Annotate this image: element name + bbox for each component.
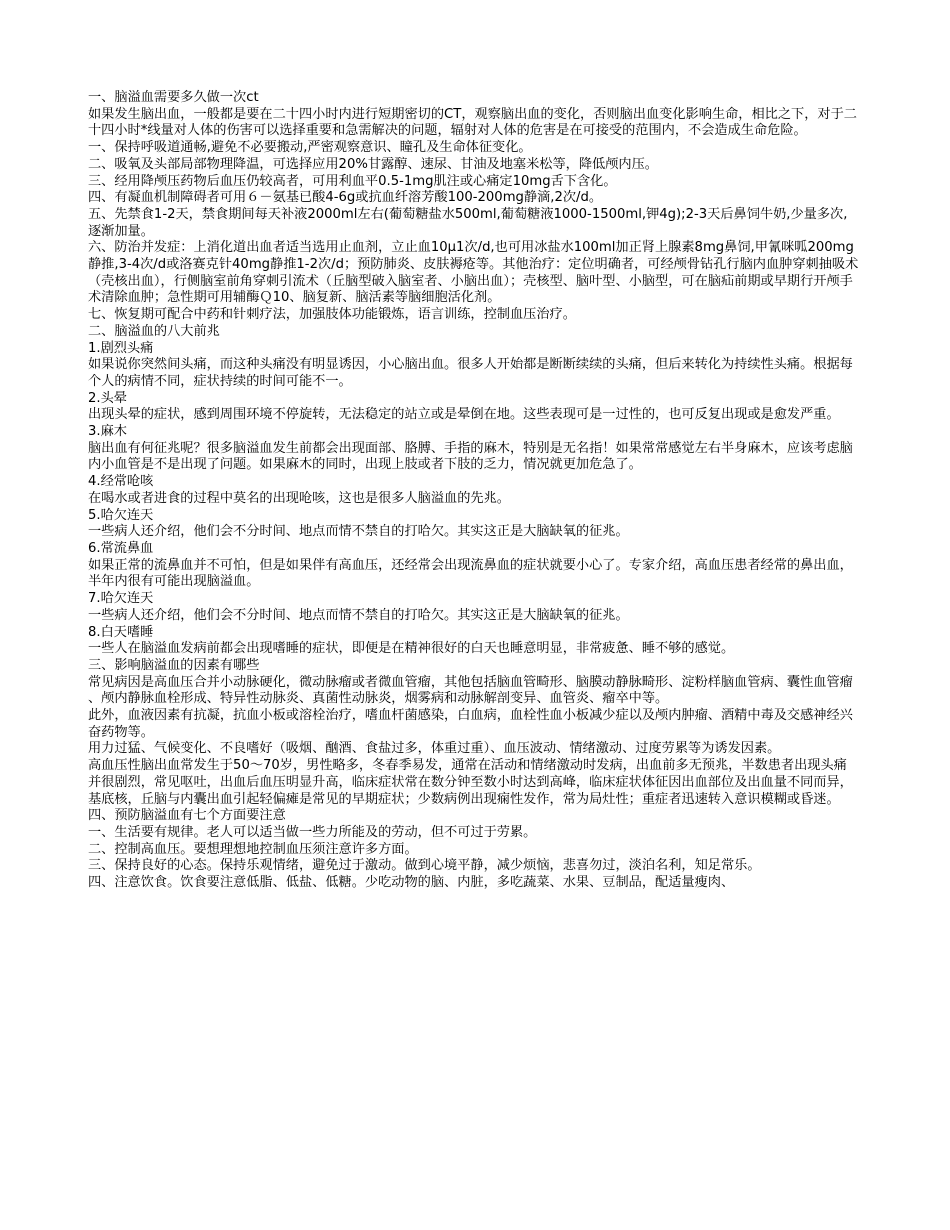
paragraph: 七、恢复期可配合中药和针刺疗法，加强肢体功能锻炼，语言训练，控制血压治疗。: [88, 307, 576, 323]
section-heading: 一、脑溢血需要多久做一次ct: [88, 90, 259, 105]
paragraph: 如果说你突然间头痛，而这种头痛没有明显诱因，小心脑出血。很多人开始都是断断续续的头痛，但后来转化为持续性头痛。根据每个人的病情不同，症状持续的时间可能不一。: [88, 357, 853, 389]
paragraph: 脑出血有何征兆呢？很多脑溢血发生前都会出现面部、胳膊、手指的麻木，特别是无名指！如果常常感觉左右半身麻木，应该考虑脑内小血管是不是出现了问题。如果麻木的同时，出现上肢或者下肢的乏力，情况就更加危急了。: [88, 440, 853, 473]
paragraph: 五、先禁食1-2天，禁食期间每天补液2000ml左右(葡萄糖盐水500ml,葡萄糖液1000-1500ml,钾4g);2-3天后鼻饲牛奶,少量多次,逐渐加量。: [88, 206, 848, 239]
paragraph: 二、吸氧及头部局部物理降温，可选择应用20%甘露醇、速尿、甘油及地塞米松等，降低颅内压。: [88, 156, 658, 172]
paragraph: 一、生活要有规律。老人可以适当做一些力所能及的劳动，但不可过于劳累。: [88, 824, 537, 840]
paragraph: 在喝水或者进食的过程中莫名的出现呛咳，这也是很多人脑溢血的先兆。: [88, 490, 510, 506]
paragraph: 出现头晕的症状，感到周围环境不停旋转，无法稳定的站立或是晕倒在地。这些表现可是一过性的，也可反复出现或是愈发严重。: [88, 407, 840, 423]
section-heading: 三、影响脑溢血的因素有哪些: [88, 657, 260, 673]
paragraph: 高血压性脑出血常发生于50～70岁，男性略多，冬春季易发，通常在活动和情绪激动时发病，出血前多无预兆，半数患者出现头痛并很剧烈，常见呕吐，出血后血压明显升高，临床症状常在数分钟至数小时达到高峰，临床症状体征因出血部位及出血量不同而异，基底核，丘脑与内囊出血引起轻偏瘫是常见的早期症状；少数病例出现痫性发作，常为局灶性；重症者迅速转入意识模糊或昏迷。: [88, 758, 853, 807]
subheading: 5.哈欠连天: [88, 507, 154, 523]
subheading: 3.麻木: [88, 424, 127, 440]
paragraph: 一些病人还介绍，他们会不分时间、地点而情不禁自的打哈欠。其实这正是大脑缺氧的征兆。: [88, 524, 629, 540]
paragraph: 三、经用降颅压药物后血压仍较高者，可用利血平0.5-1mg肌注或心痛定10mg舌下含化。: [88, 173, 617, 189]
paragraph: 用力过猛、气候变化、不良嗜好（吸烟、酗酒、食盐过多，体重过重）、血压波动、情绪激动、过度劳累等为诱发因素。: [88, 741, 781, 757]
paragraph: 三、保持良好的心态。保持乐观情绪，避免过于激动。做到心境平静，减少烦恼，悲喜勿过，淡泊名利，知足常乐。: [88, 858, 761, 874]
paragraph: 四、有凝血机制障碍者可用６－氨基已酸4-6g或抗血纤溶芳酸100-200mg静滴,2次/d。: [88, 190, 603, 206]
subheading: 4.经常呛咳: [88, 474, 154, 490]
paragraph: 如果发生脑出血，一般都是要在二十四小时内进行短期密切的CT，观察脑出血的变化，否则脑出血变化影响生命，相比之下，对于二十四小时*线量对人体的伤害可以选择重要和急需解决的问题，辐射对人体的危害是在可接受的范围内，不会造成生命危险。: [88, 106, 857, 139]
paragraph: 一、保持呼吸道通畅,避免不必要搬动,严密观察意识、瞳孔及生命体征变化。: [88, 140, 532, 156]
paragraph: 二、控制高血压。要想理想地控制血压须注意许多方面。: [88, 841, 418, 857]
subheading: 2.头晕: [88, 390, 127, 406]
document-body: [88, 90, 860, 892]
paragraph: 四、注意饮食。饮食要注意低脂、低盐、低糖。少吃动物的脑、内脏，多吃蔬菜、水果、豆制品，配适量瘦肉、: [88, 875, 735, 891]
subheading: 8.白天嗜睡: [88, 624, 154, 640]
paragraph: 一些人在脑溢血发病前都会出现嗜睡的症状，即便是在精神很好的白天也睡意明显，非常疲惫、睡不够的感觉。: [88, 641, 735, 657]
paragraph: 如果正常的流鼻血并不可怕，但是如果伴有高血压，还经常会出现流鼻血的症状就要小心了。专家介绍，高血压患者经常的鼻出血，半年内很有可能出现脑溢血。: [88, 557, 853, 590]
section-heading: 四、预防脑溢血有七个方面要注意: [88, 808, 286, 824]
subheading: 6.常流鼻血: [88, 540, 154, 556]
section-heading: 二、脑溢血的八大前兆: [88, 323, 220, 339]
paragraph: 六、防治并发症：上消化道出血者适当选用止血剂，立止血10μ1次/d,也可用冰盐水100ml加正肾上腺素8mg鼻饲,甲氰咪呱200mg静推,3-4次/d或洛赛克针40mg静推1-2次/d；预防肺炎、皮肤褥疮等。其他治疗：定位明确者，可经颅骨钻孔行脑内血肿穿刺抽吸术（壳核出血），行侧脑室前角穿刺引流术（丘脑型破入脑室者、小脑出血）；壳核型、脑叶型、小脑型，可在脑疝前期或早期行开颅手术清除血肿；急性期可用辅酶Ｑ10、脑复新、脑活素等脑细胞活化剂。: [88, 240, 859, 306]
paragraph: 此外，血液因素有抗凝，抗血小板或溶栓治疗，嗜血杆菌感染，白血病，血栓性血小板减少症以及颅内肿瘤、酒精中毒及交感神经兴奋药物等。: [88, 708, 853, 740]
paragraph: 一些病人还介绍，他们会不分时间、地点而情不禁自的打哈欠。其实这正是大脑缺氧的征兆。: [88, 607, 629, 623]
subheading: 1.剧烈头痛: [88, 340, 154, 356]
subheading: 7.哈欠连天: [88, 591, 154, 607]
paragraph: 常见病因是高血压合并小动脉硬化，微动脉瘤或者微血管瘤，其他包括脑血管畸形、脑膜动静脉畸形、淀粉样脑血管病、囊性血管瘤、颅内静脉血栓形成、特异性动脉炎、真菌性动脉炎，烟雾病和动脉解剖变异、血管炎、瘤卒中等。: [88, 674, 853, 707]
